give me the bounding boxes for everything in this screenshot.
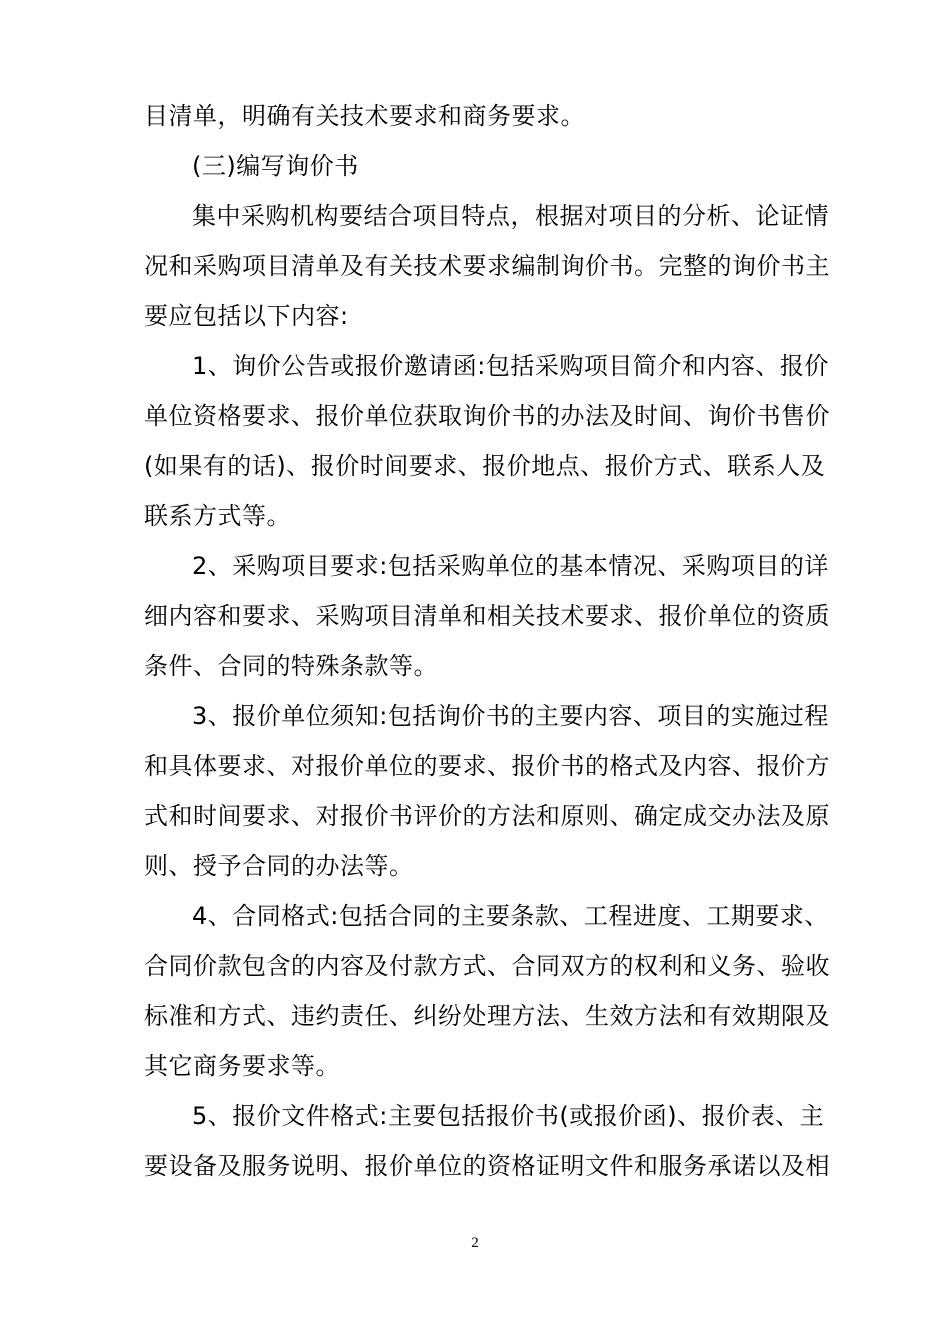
text-line: 合同价款包含的内容及付款方式、合同双方的权利和义务、验收 (144, 952, 830, 980)
list-item-2-line: 2、采购项目要求:包括采购单位的基本情况、采购项目的详 (192, 552, 829, 580)
list-item-4-line: 4、合同格式:包括合同的主要条款、工程进度、工期要求、 (192, 902, 829, 930)
list-item-1-line: 1、询价公告或报价邀请函:包括采购项目简介和内容、报价 (192, 352, 829, 380)
page-number: 2 (471, 1235, 479, 1251)
section-heading: (三)编写询价书 (192, 152, 359, 180)
text-line: 其它商务要求等。 (144, 1052, 340, 1080)
text-line: 标准和方式、违约责任、纠纷处理方法、生效方法和有效期限及 (144, 1002, 830, 1030)
text-line: 式和时间要求、对报价书评价的方法和原则、确定成交办法及原 (144, 802, 830, 830)
text-line: 则、授予合同的办法等。 (144, 852, 414, 880)
text-line: 集中采购机构要结合项目特点，根据对项目的分析、论证情 (192, 202, 829, 230)
text-line: 要应包括以下内容: (144, 302, 349, 330)
list-item-3-line: 3、报价单位须知:包括询价书的主要内容、项目的实施过程 (192, 702, 829, 730)
text-line: 况和采购项目清单及有关技术要求编制询价书。完整的询价书主 (144, 252, 830, 280)
text-line: 条件、合同的特殊条款等。 (144, 652, 438, 680)
list-item-5-line: 5、报价文件格式:主要包括报价书(或报价函)、报价表、主 (192, 1102, 825, 1130)
text-line: 细内容和要求、采购项目清单和相关技术要求、报价单位的资质 (144, 602, 830, 630)
text-line: (如果有的话)、报价时间要求、报价地点、报价方式、联系人及 (144, 452, 826, 480)
text-line: 联系方式等。 (144, 502, 291, 530)
text-line: 和具体要求、对报价单位的要求、报价书的格式及内容、报价方 (144, 752, 830, 780)
text-line: 目清单，明确有关技术要求和商务要求。 (144, 102, 585, 130)
text-line: 要设备及服务说明、报价单位的资格证明文件和服务承诺以及相 (144, 1152, 830, 1180)
text-line: 单位资格要求、报价单位获取询价书的办法及时间、询价书售价 (144, 402, 830, 430)
